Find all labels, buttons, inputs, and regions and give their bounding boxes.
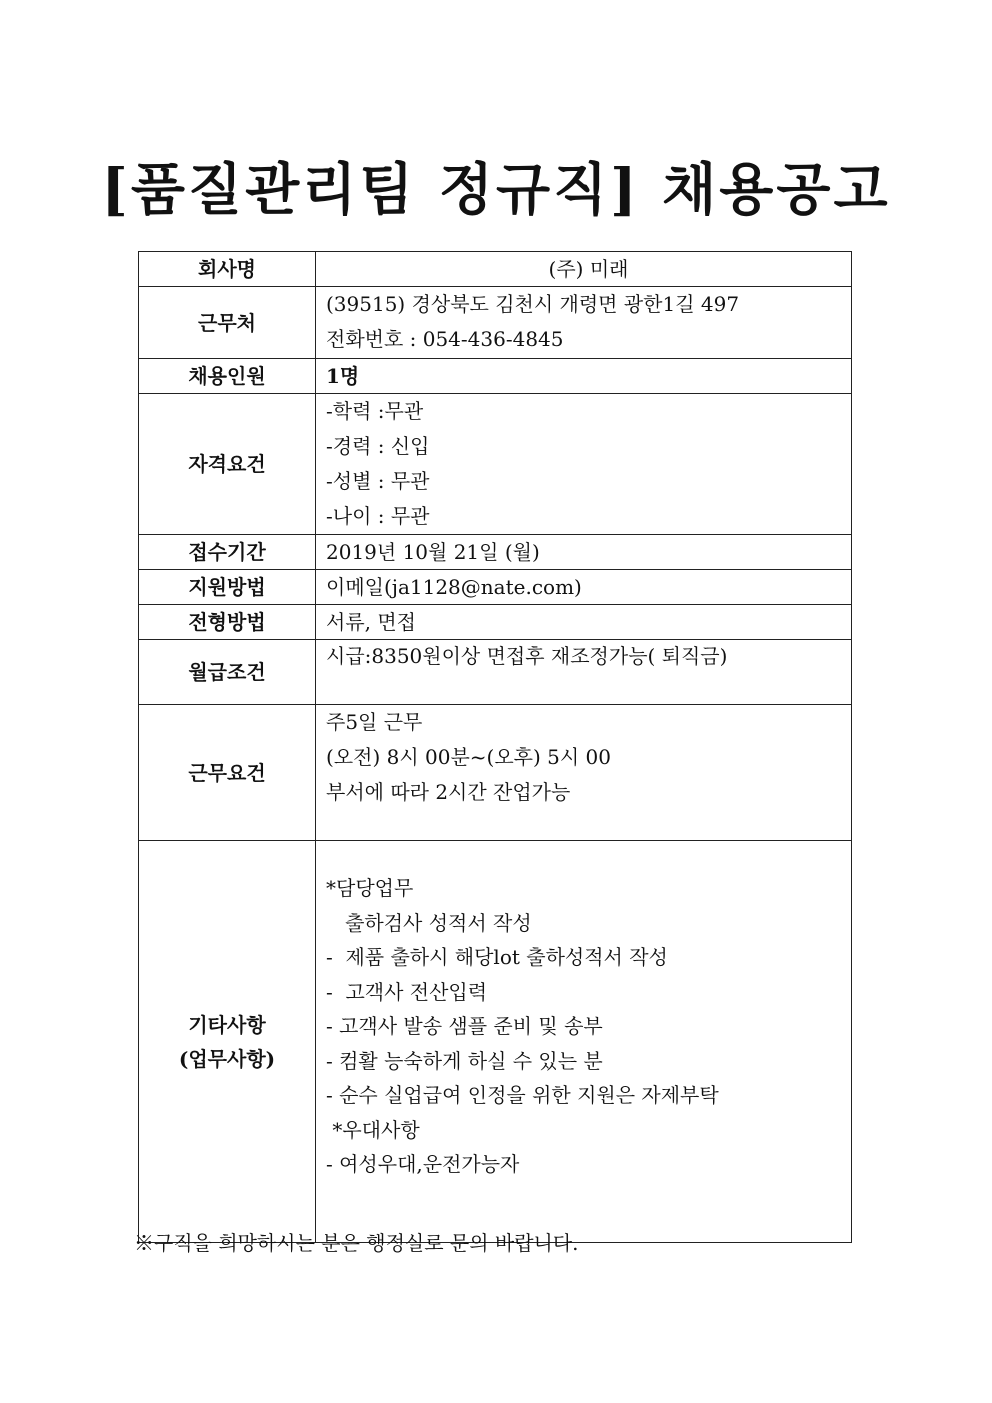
row-selection xyxy=(139,605,852,640)
work-days: 주5일 근무 xyxy=(326,710,423,734)
work-hours: (오전) 8시 00분~(오후) 5시 00 xyxy=(326,745,611,769)
row-qualifications xyxy=(139,394,852,535)
work-overtime: 부서에 따라 2시간 잔업가능 xyxy=(326,780,571,804)
value-work-conditions xyxy=(316,705,852,841)
label-work-conditions: 근무요건 xyxy=(139,705,316,841)
row-work-conditions xyxy=(139,705,852,841)
label-selection: 전형방법 xyxy=(139,605,316,640)
value-headcount: 1명 xyxy=(316,359,852,394)
row-salary xyxy=(139,640,852,705)
qualification-education: -학력 :무관 xyxy=(326,399,424,423)
qualification-gender: -성별 : 무관 xyxy=(326,469,430,493)
workplace-phone: 전화번호 : 054-436-4845 xyxy=(326,327,564,351)
misc-duty-input: - 고객사 전산입력 xyxy=(326,979,488,1004)
label-company: 회사명 xyxy=(139,252,316,287)
qualification-experience: -경력 : 신입 xyxy=(326,434,430,458)
row-company xyxy=(139,252,852,287)
label-workplace: 근무처 xyxy=(139,287,316,359)
row-misc xyxy=(139,841,852,1243)
misc-duty-certificate: - 제품 출하시 해당lot 출하성적서 작성 xyxy=(326,945,668,969)
label-misc-line1: 기타사항 xyxy=(188,1012,266,1037)
job-posting-table xyxy=(138,251,852,1243)
value-misc xyxy=(316,841,852,1243)
workplace-address: (39515) 경상북도 김천시 개령면 광한1길 497 xyxy=(326,292,740,316)
row-headcount xyxy=(139,359,852,394)
misc-duty-inspection: 출하검사 성적서 작성 xyxy=(326,910,532,935)
label-salary: 월급조건 xyxy=(139,640,316,705)
qualification-age: -나이 : 무관 xyxy=(326,504,430,528)
misc-duty-computer: - 컴활 능숙하게 하실 수 있는 분 xyxy=(326,1048,603,1073)
misc-duties-heading: *담당업무 xyxy=(326,876,414,900)
value-period: 2019년 10월 21일 (월) xyxy=(316,535,852,570)
salary-text: 시급:8350원이상 면접후 재조정가능( 퇴직금) xyxy=(326,644,728,668)
label-misc xyxy=(139,841,316,1243)
label-apply-method: 지원방법 xyxy=(139,570,316,605)
page-title: [품질관리팀 정규직] 채용공고 xyxy=(101,157,891,223)
row-period xyxy=(139,535,852,570)
value-workplace xyxy=(316,287,852,359)
misc-duty-samples: - 고객사 발송 샘플 준비 및 송부 xyxy=(326,1014,603,1038)
misc-preference-heading: *우대사항 xyxy=(326,1117,420,1142)
value-company: (주) 미래 xyxy=(316,252,852,287)
label-period: 접수기간 xyxy=(139,535,316,570)
footer-note: ※구직을 희망하시는 분은 행정실로 문의 바랍니다. xyxy=(134,1231,579,1255)
label-misc-line2: (업무사항) xyxy=(178,1046,276,1071)
label-headcount: 채용인원 xyxy=(139,359,316,394)
row-apply-method xyxy=(139,570,852,605)
value-salary xyxy=(316,640,852,705)
label-qualifications: 자격요건 xyxy=(139,394,316,535)
value-qualifications xyxy=(316,394,852,535)
value-selection: 서류, 면접 xyxy=(316,605,852,640)
value-apply-method: 이메일(ja1128@nate.com) xyxy=(316,570,852,605)
row-workplace xyxy=(139,287,852,359)
misc-duty-note: - 순수 실업급여 인정을 위한 지원은 자제부탁 xyxy=(326,1083,719,1107)
misc-preference: - 여성우대,운전가능자 xyxy=(326,1152,520,1176)
